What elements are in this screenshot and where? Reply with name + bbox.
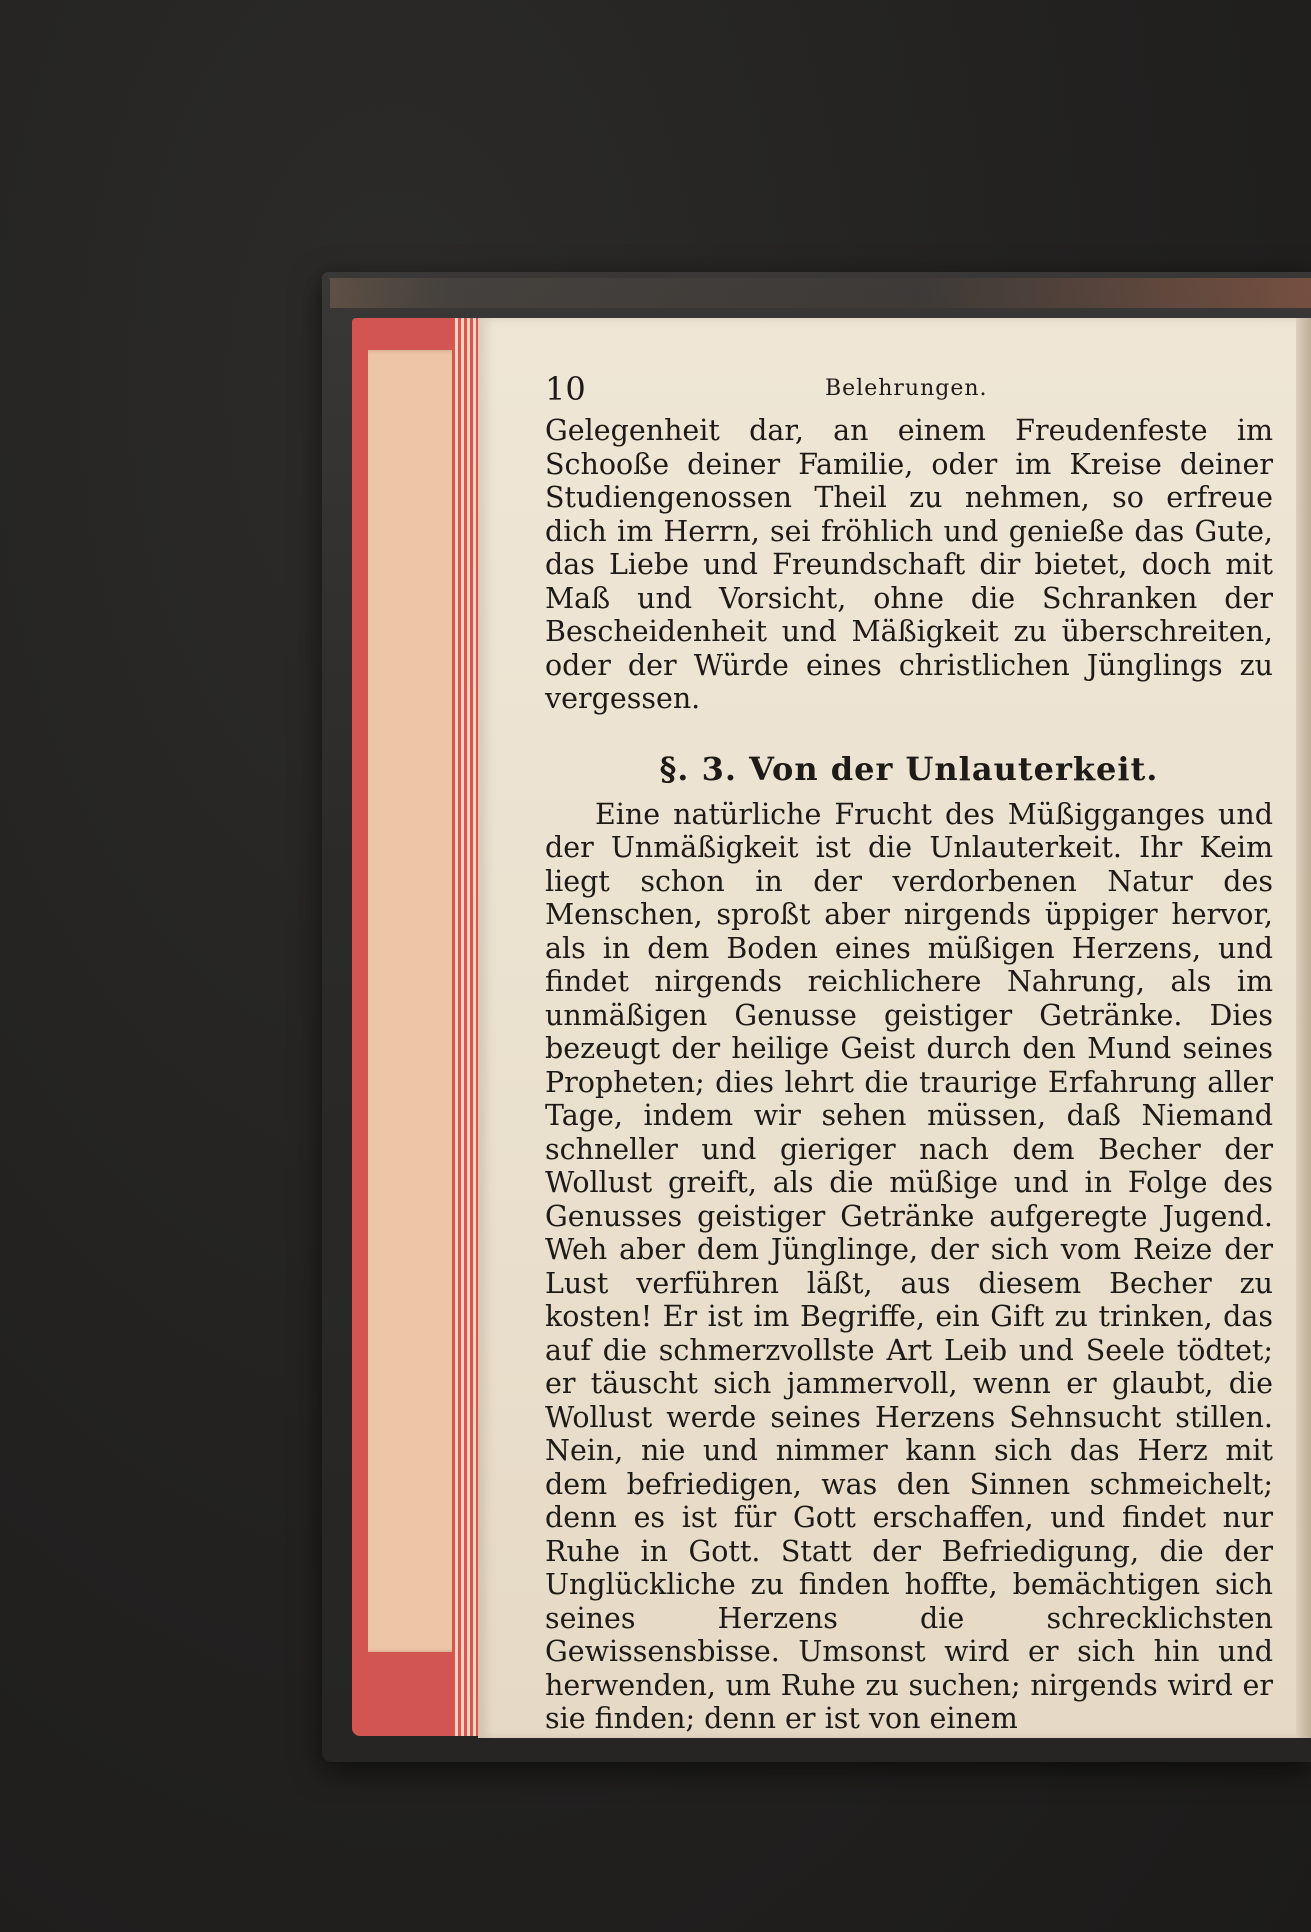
page-number: 10 <box>545 370 586 408</box>
page-block-edge <box>368 350 460 1652</box>
section-heading: §. 3. Von der Unlauterkeit. <box>659 749 1159 788</box>
next-page-edge <box>1296 318 1311 1738</box>
paragraph-1: Gelegenheit dar, an einem Freudenfeste im Schooße deiner Familie, oder im Kreise deiner Studiengenossen Theil zu nehmen, so erfreue dich im Herrn, sei fröhlich und genieße das Gute, das Liebe und Freundschaft dir bietet, doch mit Maß und Vorsicht, ohne die Schranken der Bescheidenheit und Mäßigkeit zu überschreiten, oder der Würde eines christlichen Jünglings zu vergessen. <box>545 414 1273 715</box>
page-header <box>545 370 1273 414</box>
page-text <box>545 370 1273 1736</box>
running-head: Belehrungen. <box>825 376 988 401</box>
book-cover-edge <box>330 278 1311 308</box>
paragraph-2: Eine natürliche Frucht des Müßigganges und der Unmäßigkeit ist die Unlauterkeit. Ihr Keim liegt schon in der verdorbenen Natur des Menschen, sproßt aber nirgends üppiger hervor, als in dem Boden eines müßigen Herzens, und findet nirgends reichlichere Nahrung, als im unmäßigen Genusse geistiger Getränke. Dies bezeugt der heilige Geist durch den Mund seines Propheten; dies lehrt die traurige Erfahrung aller Tage, indem wir sehen müssen, daß Niemand schneller und gieriger nach dem Becher der Wollust greift, als die müßige und in Folge des Genusses geistiger Getränke aufgeregte Jugend. Weh aber dem Jünglinge, der sich vom Reize der Lust verführen läßt, aus diesem Becher zu kosten! Er ist im Begriffe, ein Gift zu trinken, das auf die schmerzvollste Art Leib und Seele tödtet; er täuscht sich jammervoll, wenn er glaubt, die Wollust werde seines Herzens Sehnsucht stillen. Nein, nie und nimmer kann sich das Herz mit dem befriedigen, was den Sinnen schmeichelt; denn es ist für Gott erschaffen, und findet nur Ruhe in Gott. Statt der Befriedigung, die der Unglückliche zu finden hoffte, bemächtigen sich seines Herzens die schrecklichsten Gewissensbisse. Umsonst wird er sich hin und herwenden, um Ruhe zu suchen; nirgends wird er sie finden; denn er ist von einem <box>545 797 1273 1735</box>
